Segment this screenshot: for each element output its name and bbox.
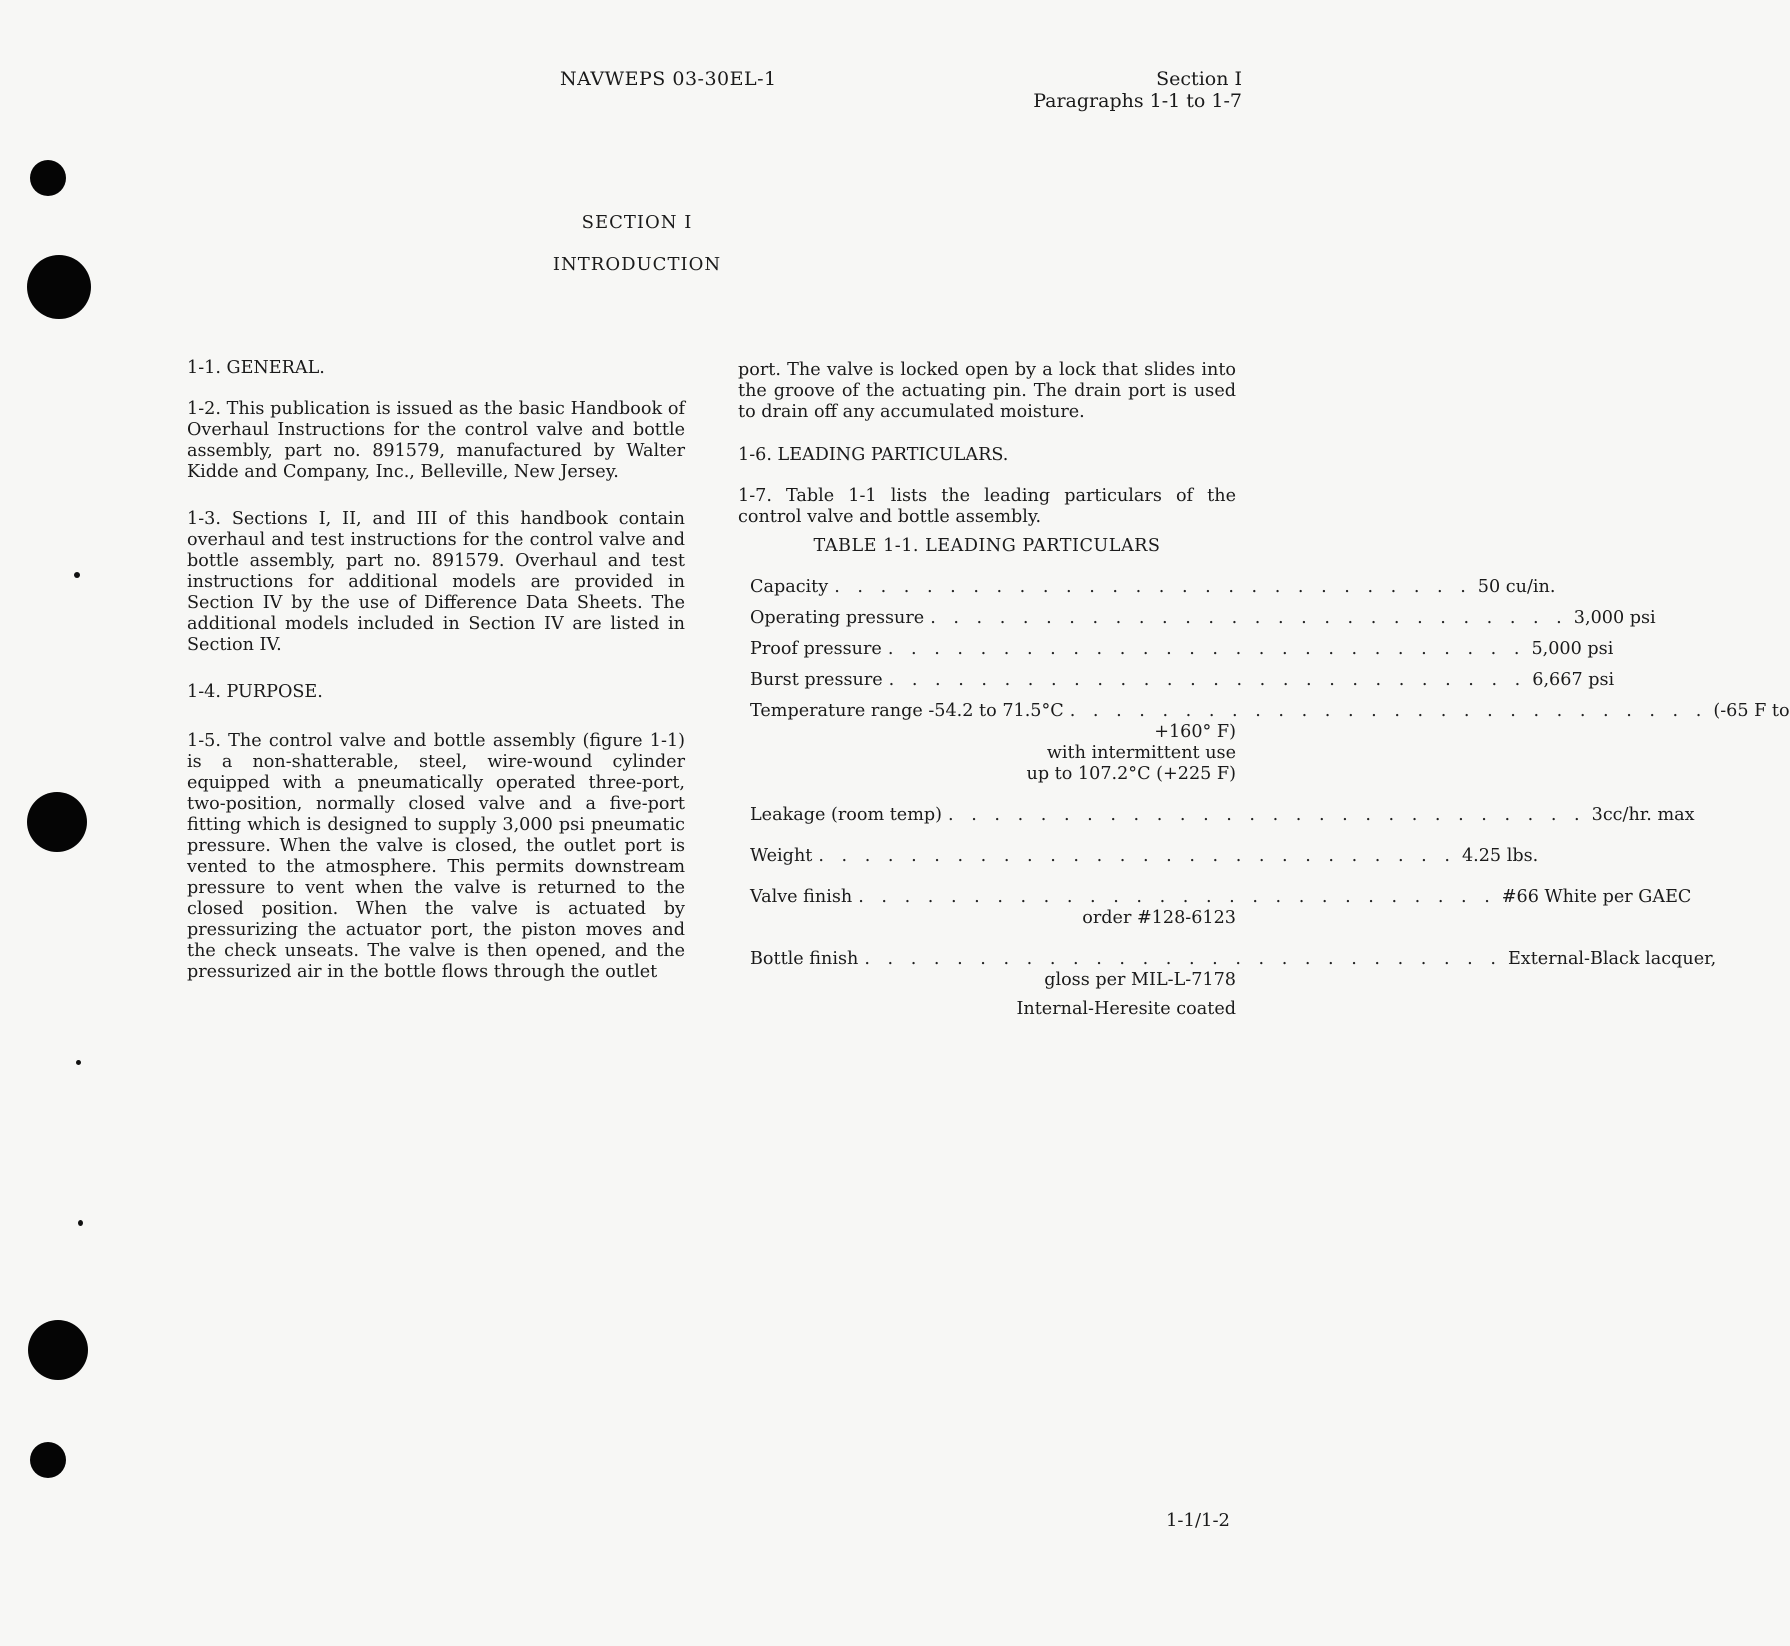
paragraph-1-5-continued: port. The valve is locked open by a lock that slides into the groove of the actuating pin. The drain port is used to drain off any accumulated moisture. (738, 360, 1236, 422)
paragraph-1-7: 1-7. Table 1-1 lists the leading particulars of the control valve and bottle assembly. (738, 486, 1236, 527)
binder-hole (28, 1320, 88, 1380)
row-value: External-Black lacquer, (1507, 949, 1717, 969)
section-label: Section I (1156, 68, 1242, 90)
section-reference (1033, 68, 1242, 112)
table-row (750, 887, 1692, 908)
margin-mark (74, 572, 80, 578)
binder-hole (27, 792, 87, 852)
heading-leading-particulars: 1-6. LEADING PARTICULARS. (738, 445, 1009, 465)
row-value-continued: +160° F) (1154, 722, 1236, 742)
leader-dots: . . . . . . . . . . . . . . . . . . . . . . . . . . . . (858, 887, 1496, 907)
table-row (750, 608, 1656, 629)
row-label: Bottle finish (750, 949, 859, 969)
row-label: Burst pressure (750, 670, 883, 690)
leader-dots: . . . . . . . . . . . . . . . . . . . . . . . . . . . . (930, 608, 1568, 628)
leader-dots: . . . . . . . . . . . . . . . . . . . . . . . . . . . . (864, 949, 1502, 969)
leader-dots: . . . . . . . . . . . . . . . . . . . . . . . . . . . . (1069, 701, 1708, 721)
heading-purpose: 1-4. PURPOSE. (187, 682, 323, 702)
row-value: 3,000 psi (1573, 608, 1656, 628)
row-value: 3cc/hr. max (1591, 805, 1695, 825)
section-title: INTRODUCTION (552, 254, 722, 275)
leader-dots: . . . . . . . . . . . . . . . . . . . . . . . . . . . . (818, 846, 1456, 866)
row-value: 6,667 psi (1532, 670, 1615, 690)
row-value-continued: with intermittent use (1046, 743, 1236, 763)
table-row (750, 701, 1790, 722)
left-column (187, 358, 685, 983)
paragraph-1-3: 1-3. Sections I, II, and III of this handbook contain overhaul and test instructions for the control valve and bottle assembly, part no. 891579. Overhaul and test instructions for additional models are provided in Section IV by the use of Difference Data Sheets. The additional models included in Section IV are listed in Section IV. (187, 509, 685, 655)
document-number: NAVWEPS 03-30EL-1 (560, 68, 777, 90)
table-row (750, 846, 1539, 867)
row-label: Operating pressure (750, 608, 925, 628)
row-value-continued: up to 107.2°C (+225 F) (1026, 764, 1236, 784)
table-row (750, 805, 1695, 826)
leader-dots: . . . . . . . . . . . . . . . . . . . . . . . . . . . . (948, 805, 1586, 825)
paragraph-1-5: 1-5. The control valve and bottle assembly (figure 1-1) is a non-shatterable, steel, wire-wound cylinder equipped with a pneumatically operated three-port, two-position, normally closed valve and a five-port fitting which is designed to supply 3,000 psi pneumatic pressure. When the valve is closed, the outlet port is vented to the atmosphere. This permits downstream pressure to vent when the valve is returned to the closed position. When the valve is actuated by pressurizing the actuator port, the piston moves and the check unseats. The valve is then opened, and the pressurized air in the bottle flows through the outlet (187, 731, 685, 982)
row-value: Internal-Heresite coated (1016, 999, 1236, 1019)
table-row (750, 949, 1717, 970)
page-number: 1-1/1-2 (1165, 1510, 1230, 1531)
table-title: TABLE 1-1. LEADING PARTICULARS (813, 536, 1161, 556)
leader-dots: . . . . . . . . . . . . . . . . . . . . . . . . . . . . (834, 577, 1472, 597)
margin-mark (78, 1220, 83, 1226)
table-row (750, 577, 1556, 598)
row-label: Capacity (750, 577, 829, 597)
row-value: 4.25 lbs. (1461, 846, 1539, 866)
row-label: Valve finish (750, 887, 853, 907)
paragraph-range: Paragraphs 1-1 to 1-7 (1033, 90, 1242, 112)
table-row (750, 639, 1614, 660)
right-column (738, 360, 1790, 1020)
row-label: Proof pressure (750, 639, 882, 659)
table-row (750, 670, 1615, 691)
row-value: 50 cu/in. (1477, 577, 1556, 597)
leader-dots: . . . . . . . . . . . . . . . . . . . . . . . . . . . . (887, 639, 1526, 659)
binder-hole (30, 160, 66, 196)
leading-particulars-table (738, 577, 1790, 1020)
row-value: 5,000 psi (1531, 639, 1614, 659)
row-label: Weight (750, 846, 813, 866)
leader-dots: . . . . . . . . . . . . . . . . . . . . . . . . . . . . (888, 670, 1527, 690)
section-number: SECTION I (581, 212, 693, 233)
row-label: Temperature range -54.2 to 71.5°C (750, 701, 1064, 721)
row-value: (-65 F to (1713, 701, 1790, 721)
paragraph-1-2: 1-2. This publication is issued as the basic Handbook of Overhaul Instructions for the control valve and bottle assembly, part no. 891579, manufactured by Walter Kidde and Company, Inc., Belleville, New Jersey. (187, 399, 685, 482)
row-value: #66 White per GAEC (1501, 887, 1692, 907)
row-value-continued: order #128-6123 (1082, 908, 1236, 928)
row-value-continued: gloss per MIL-L-7178 (1044, 970, 1236, 990)
margin-mark (76, 1060, 81, 1065)
row-label: Leakage (room temp) (750, 805, 943, 825)
heading-general: 1-1. GENERAL. (187, 358, 325, 378)
binder-hole (30, 1442, 66, 1478)
